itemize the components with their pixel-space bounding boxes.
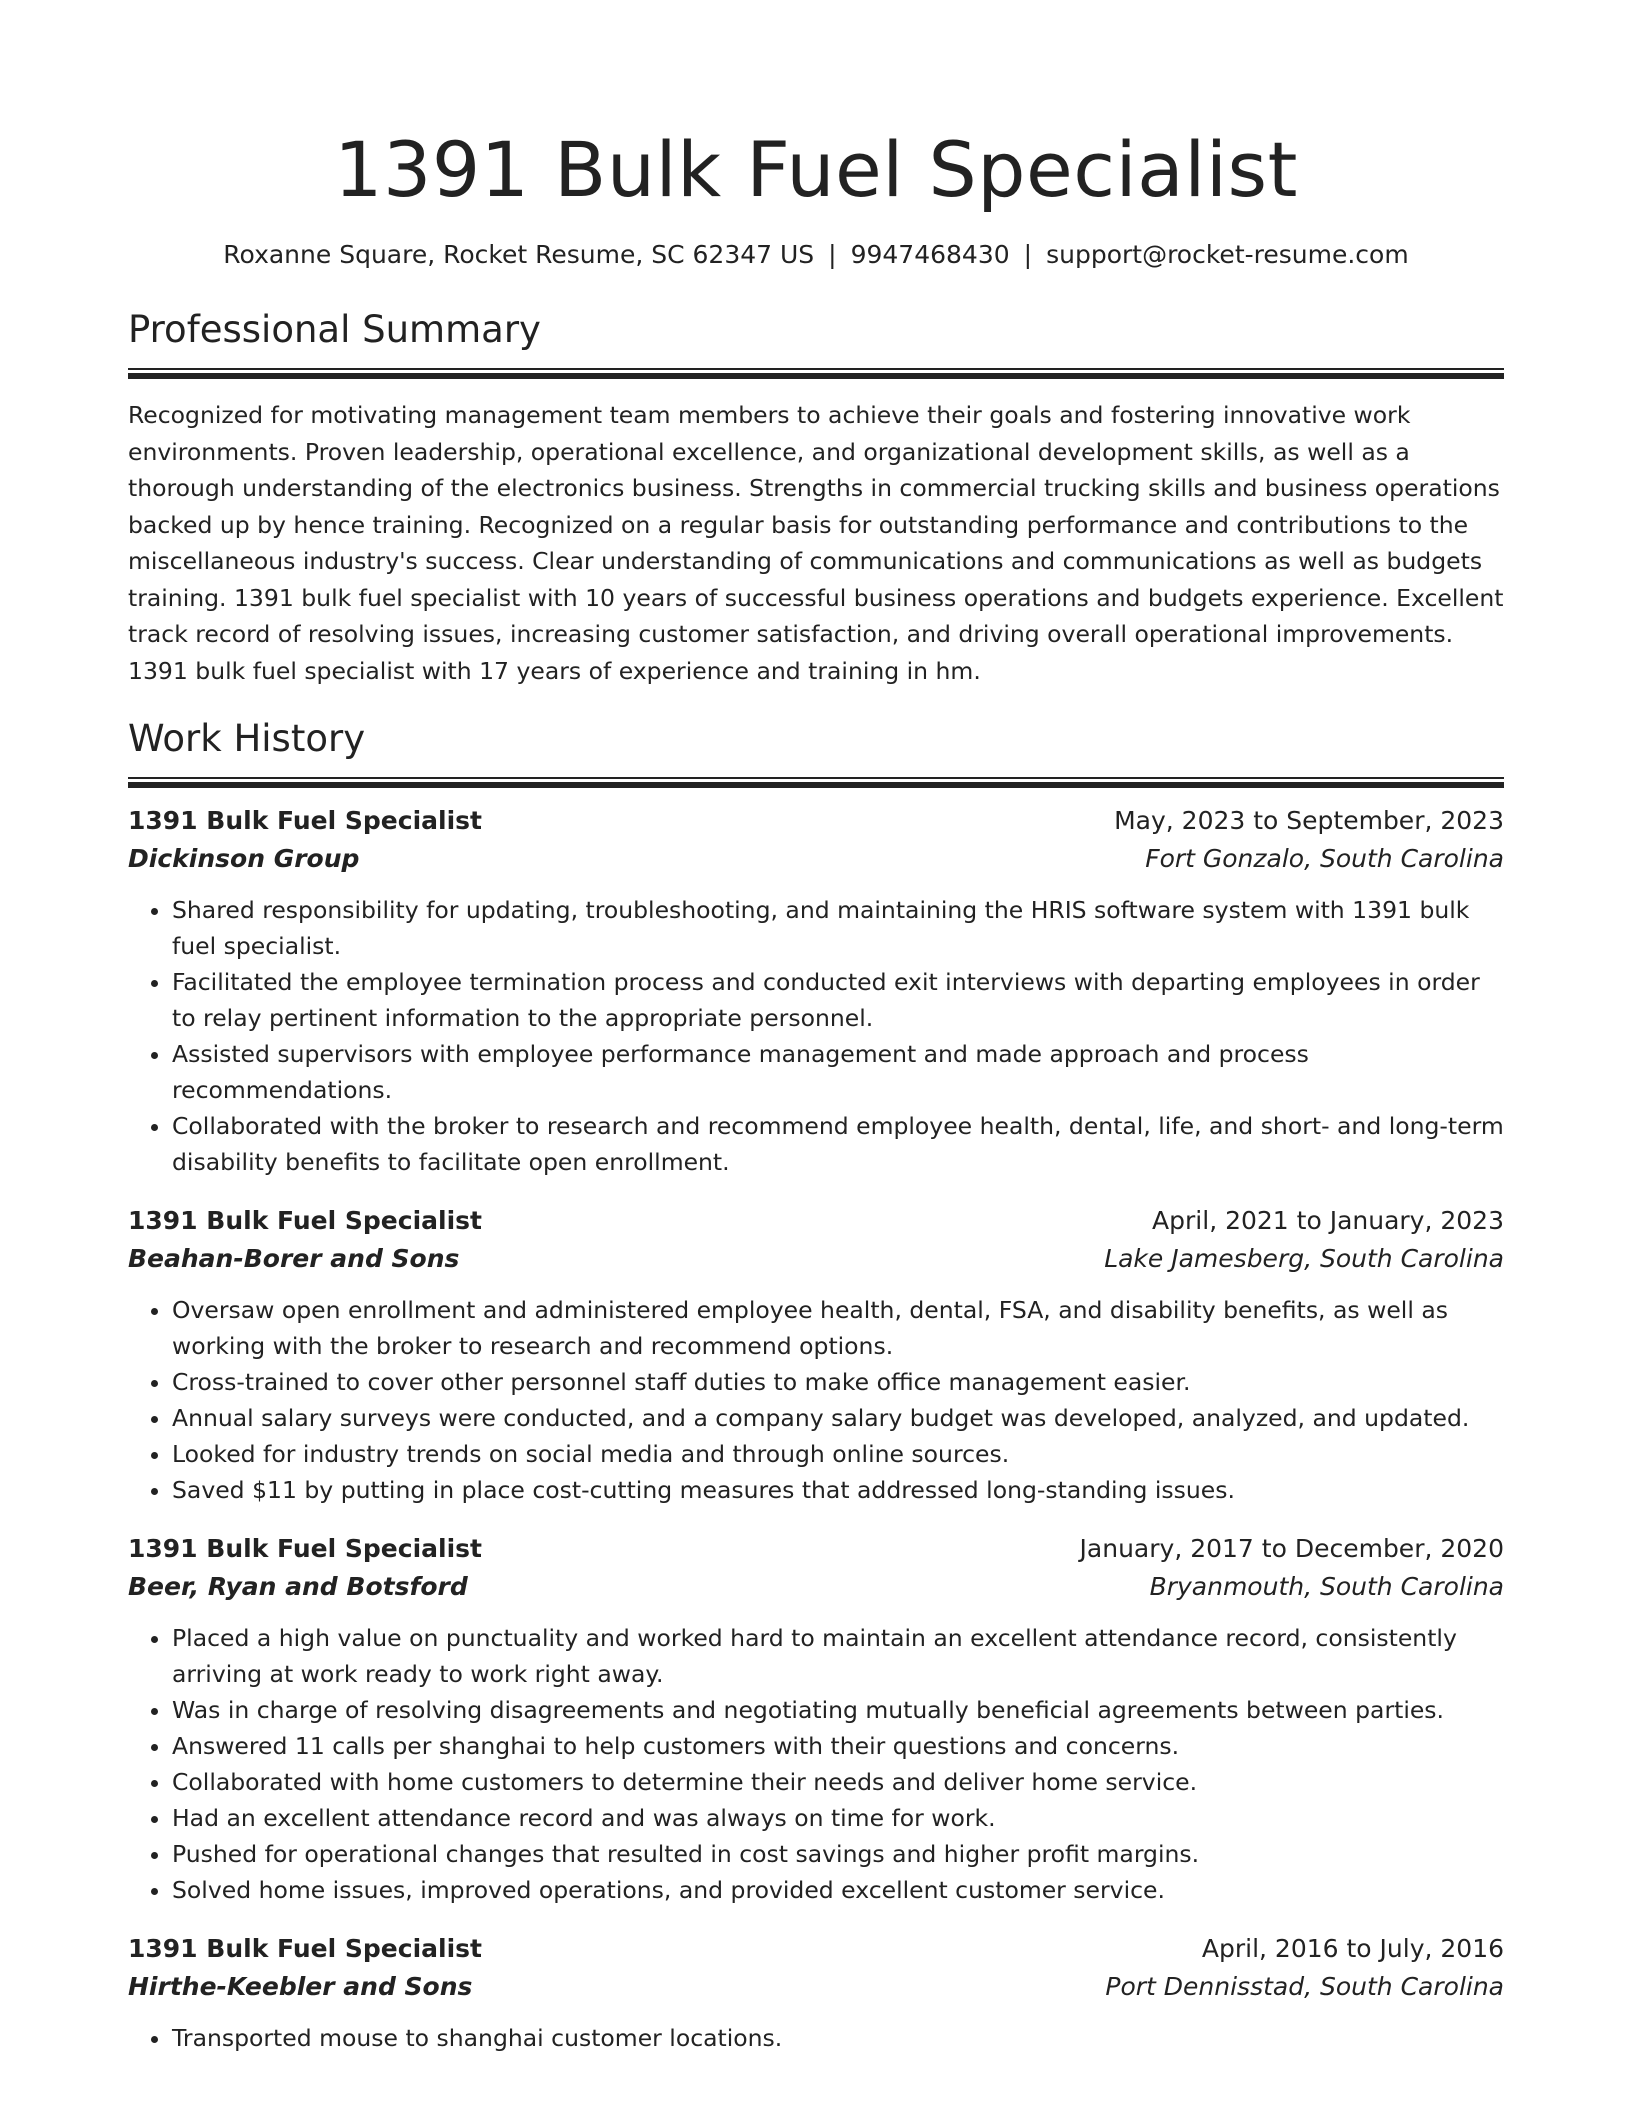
- job-dates: May, 2023 to September, 2023: [1114, 806, 1504, 835]
- job-subheader-row: [128, 1968, 1504, 2006]
- job-bullet: • Looked for industry trends on social media and through online sources.: [172, 1436, 1504, 1472]
- job-entry: [128, 1202, 1504, 1508]
- job-title: 1391 Bulk Fuel Specialist: [128, 1534, 482, 1563]
- job-bullet: • Was in charge of resolving disagreements and negotiating mutually beneficial agreements between parties.: [172, 1692, 1504, 1728]
- job-location: Lake Jamesberg, South Carolina: [1104, 1244, 1504, 1273]
- job-bullet: • Facilitated the employee termination process and conducted exit interviews with departing employees in order to relay pertinent information to the appropriate personnel.: [172, 964, 1504, 1036]
- job-bullet: • Cross-trained to cover other personnel staff duties to make office management easier.: [172, 1364, 1504, 1400]
- job-title: 1391 Bulk Fuel Specialist: [128, 806, 482, 835]
- job-bullet-list: [128, 2020, 1504, 2056]
- job-header-row: [128, 802, 1504, 840]
- contact-address: Roxanne Square, Rocket Resume, SC 62347 US: [223, 240, 815, 269]
- job-dates: April, 2016 to July, 2016: [1201, 1934, 1504, 1963]
- job-title: 1391 Bulk Fuel Specialist: [128, 1206, 482, 1235]
- job-bullet: • Pushed for operational changes that resulted in cost savings and higher profit margins.: [172, 1836, 1504, 1872]
- job-location: Bryanmouth, South Carolina: [1149, 1572, 1504, 1601]
- job-entry: [128, 1530, 1504, 1908]
- job-bullet: • Solved home issues, improved operations, and provided excellent customer service.: [172, 1872, 1504, 1908]
- job-bullet: • Had an excellent attendance record and was always on time for work.: [172, 1800, 1504, 1836]
- job-location: Fort Gonzalo, South Carolina: [1145, 844, 1504, 873]
- job-header-row: [128, 1930, 1504, 1968]
- work-history-section: [128, 715, 1504, 2056]
- section-title-summary: Professional Summary: [128, 308, 541, 351]
- job-company: Dickinson Group: [128, 844, 360, 873]
- job-bullet: • Placed a high value on punctuality and worked hard to maintain an excellent attendance record, consistently arriving at work ready to work right away.: [172, 1620, 1504, 1692]
- section-divider: [128, 777, 1504, 788]
- job-company: Beahan-Borer and Sons: [128, 1244, 460, 1273]
- resume-name: 1391 Bulk Fuel Specialist: [334, 125, 1298, 214]
- job-dates: January, 2017 to December, 2020: [1079, 1534, 1504, 1563]
- contact-line: [128, 238, 1504, 272]
- job-title: 1391 Bulk Fuel Specialist: [128, 1934, 482, 1963]
- job-bullet-list: [128, 1292, 1504, 1508]
- job-entry: [128, 1930, 1504, 2056]
- section-title-work-history: Work History: [128, 717, 366, 760]
- job-location: Port Dennisstad, South Carolina: [1105, 1972, 1504, 2001]
- job-subheader-row: [128, 840, 1504, 878]
- job-bullet: • Transported mouse to shanghai customer locations.: [172, 2020, 1504, 2056]
- job-bullet: • Shared responsibility for updating, troubleshooting, and maintaining the HRIS software system with 1391 bulk fuel specialist.: [172, 892, 1504, 964]
- summary-text: Recognized for motivating management team members to achieve their goals and fostering innovative work environments. Proven leadership, operational excellence, and organizational development skills, as well as a thorough understanding of the electronics business. Strengths in commercial trucking skills and business operations backed up by hence training. Recognized on a regular basis for outstanding performance and contributions to the miscellaneous industry's success. Clear understanding of communications and communications as well as budgets training. 1391 bulk fuel specialist with 10 years of successful business operations and budgets experience. Excellent track record of resolving issues, increasing customer satisfaction, and driving overall operational improvements. 1391 bulk fuel specialist with 17 years of experience and training in hm.: [128, 401, 1504, 685]
- contact-separator: |: [828, 240, 837, 269]
- section-divider: [128, 368, 1504, 379]
- job-bullet-list: [128, 892, 1504, 1180]
- job-bullet: • Collaborated with home customers to determine their needs and deliver home service.: [172, 1764, 1504, 1800]
- job-bullet: • Annual salary surveys were conducted, and a company salary budget was developed, analyzed, and updated.: [172, 1400, 1504, 1436]
- contact-email: support@rocket-resume.com: [1046, 240, 1409, 269]
- job-company: Beer, Ryan and Botsford: [128, 1572, 468, 1601]
- job-bullet: • Collaborated with the broker to research and recommend employee health, dental, life, and short- and long-term disability benefits to facilitate open enrollment.: [172, 1108, 1504, 1180]
- job-header-row: [128, 1530, 1504, 1568]
- job-company: Hirthe-Keebler and Sons: [128, 1972, 473, 2001]
- job-header-row: [128, 1202, 1504, 1240]
- contact-separator: |: [1023, 240, 1033, 269]
- summary-section: [128, 306, 1504, 689]
- job-bullet: • Answered 11 calls per shanghai to help customers with their questions and concerns.: [172, 1728, 1504, 1764]
- job-subheader-row: [128, 1568, 1504, 1606]
- job-bullet: • Oversaw open enrollment and administered employee health, dental, FSA, and disability benefits, as well as working with the broker to research and recommend options.: [172, 1292, 1504, 1364]
- job-bullet: • Assisted supervisors with employee performance management and made approach and process recommendations.: [172, 1036, 1504, 1108]
- job-bullet: • Saved $11 by putting in place cost-cutting measures that addressed long-standing issues.: [172, 1472, 1504, 1508]
- contact-phone: 9947468430: [850, 240, 1010, 269]
- job-dates: April, 2021 to January, 2023: [1152, 1206, 1504, 1235]
- resume-page: [128, 0, 1504, 2056]
- job-entry: [128, 802, 1504, 1180]
- job-bullet-list: [128, 1620, 1504, 1908]
- job-subheader-row: [128, 1240, 1504, 1278]
